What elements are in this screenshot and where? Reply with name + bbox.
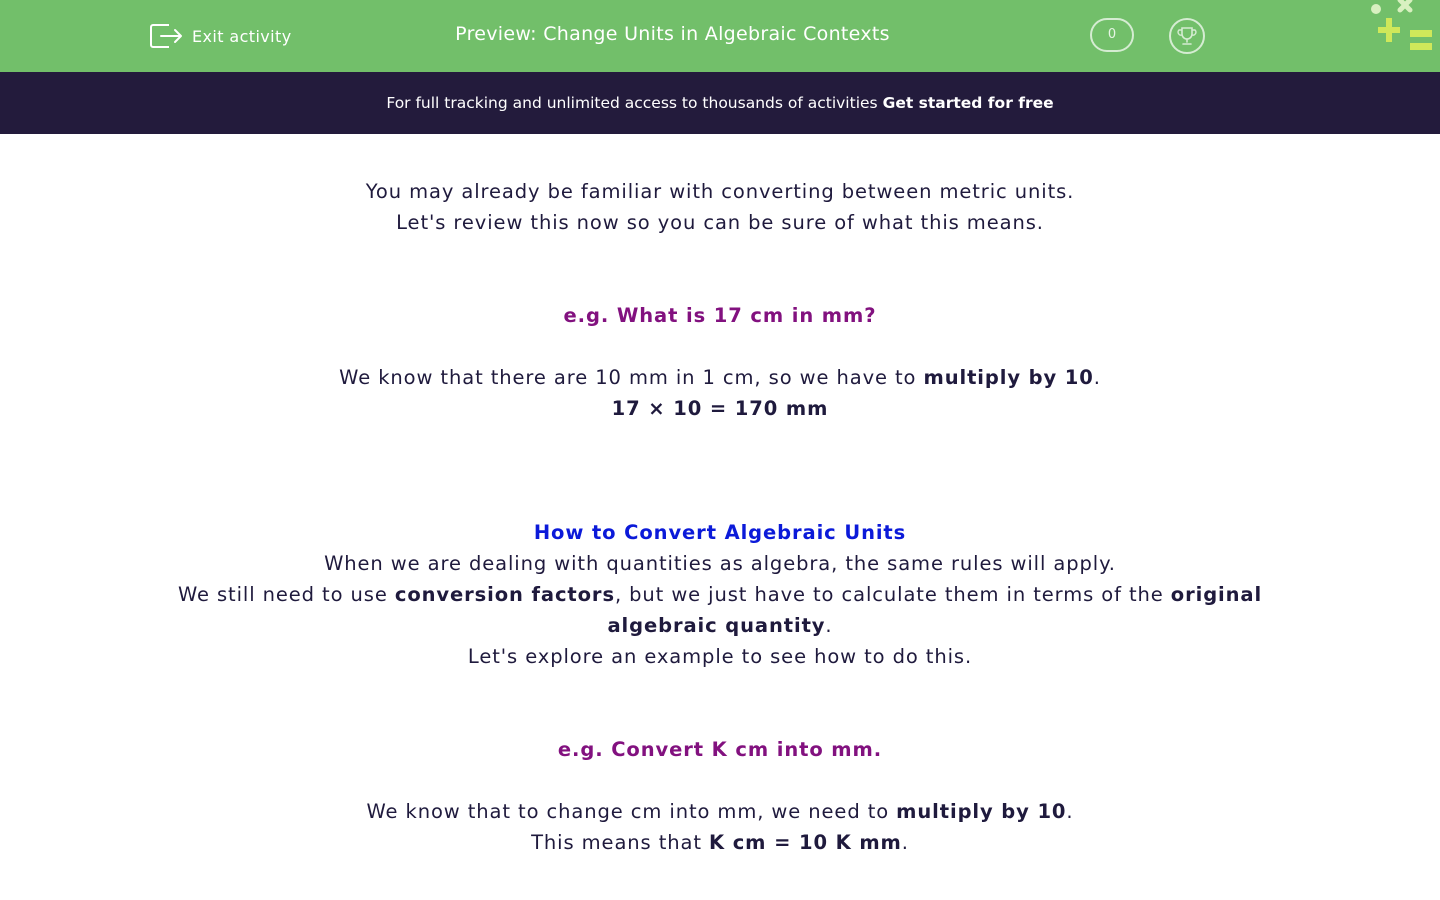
exit-icon — [149, 21, 183, 51]
example1-heading: e.g. What is 17 cm in mm? — [563, 304, 877, 327]
get-started-link[interactable]: Get started for free — [882, 94, 1054, 112]
section-heading: How to Convert Algebraic Units — [533, 521, 907, 544]
section-line-2: We still need to use conversion factors, but we just have to calculate them in terms of the original — [177, 583, 1263, 606]
page-title: Preview: Change Units in Algebraic Contexts — [455, 23, 890, 45]
score-badge: 0 — [1090, 18, 1134, 52]
exit-activity-button[interactable] — [149, 20, 292, 52]
example1-calculation: 17 × 10 = 170 mm — [611, 397, 829, 420]
section-line-1: When we are dealing with quantities as algebra, the same rules will apply. — [324, 552, 1116, 575]
top-bar — [0, 0, 1440, 72]
example2-heading: e.g. Convert K cm into mm. — [557, 738, 883, 761]
section-line-3: algebraic quantity. — [607, 614, 833, 637]
example1-text: We know that there are 10 mm in 1 cm, so we have to multiply by 10. — [339, 366, 1101, 389]
exit-activity-label: Exit activity — [192, 26, 292, 46]
intro-line-1: You may already be familiar with converting between metric units. — [365, 180, 1075, 203]
banner-text: For full tracking and unlimited access to thousands of activities — [386, 94, 878, 112]
example2-text: We know that to change cm into mm, we need to multiply by 10. — [366, 800, 1074, 823]
intro-line-2: Let's review this now so you can be sure of what this means. — [396, 211, 1044, 234]
example2-result: This means that K cm = 10 K mm. — [531, 831, 909, 854]
trophy-icon — [1176, 25, 1198, 47]
logo-icon — [1366, 0, 1440, 60]
upgrade-banner — [0, 72, 1440, 134]
section-line-4: Let's explore an example to see how to do this. — [467, 645, 973, 668]
trophy-button[interactable] — [1169, 18, 1205, 54]
